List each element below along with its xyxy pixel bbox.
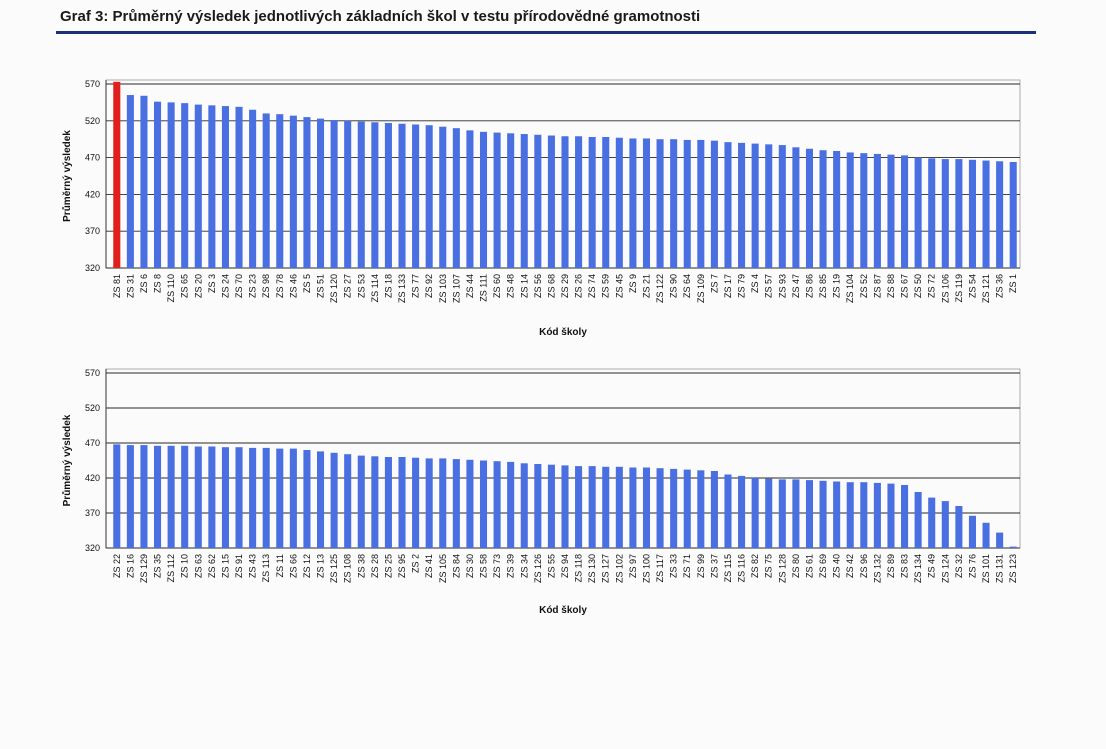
page-title: Graf 3: Průměrný výsledek jednotlivých základních škol v testu přírodovědné gramotnosti <box>60 8 701 25</box>
x-axis-title: Kód školy <box>539 605 587 616</box>
x-tick-label: ZS 101 <box>981 554 992 584</box>
bar <box>113 444 120 548</box>
x-tick-label: ZS 91 <box>234 554 245 579</box>
x-tick-label: ZS 28 <box>369 554 380 579</box>
bar <box>942 159 949 268</box>
x-tick-label: ZS 120 <box>329 274 340 304</box>
x-tick-label: ZS 53 <box>356 274 367 299</box>
x-tick-label: ZS 122 <box>655 274 666 304</box>
x-tick-label: ZS 127 <box>600 554 611 584</box>
x-tick-label: ZS 60 <box>492 274 503 299</box>
bar <box>222 447 229 548</box>
x-tick-label: ZS 6 <box>138 274 149 294</box>
bar <box>915 492 922 548</box>
bar <box>371 456 378 548</box>
bar <box>548 465 555 548</box>
y-tick-label: 420 <box>84 473 100 483</box>
x-tick-label: ZS 67 <box>899 274 910 299</box>
bar <box>792 479 799 548</box>
bar <box>792 147 799 268</box>
x-tick-label: ZS 81 <box>111 274 122 299</box>
y-tick-label: 520 <box>84 403 100 413</box>
x-tick-label: ZS 85 <box>818 274 829 299</box>
bar <box>494 133 501 268</box>
x-tick-label: ZS 99 <box>695 554 706 579</box>
y-tick-label: 570 <box>84 368 100 378</box>
bar <box>412 458 419 548</box>
x-tick-label: ZS 43 <box>247 554 258 579</box>
x-tick-label: ZS 42 <box>845 554 856 579</box>
x-tick-label: ZS 70 <box>234 274 245 299</box>
bar <box>833 482 840 549</box>
bar <box>344 121 351 268</box>
bar <box>154 446 161 548</box>
x-tick-label: ZS 112 <box>166 554 177 583</box>
bar <box>303 117 310 268</box>
x-tick-label: ZS 55 <box>546 554 557 579</box>
bar <box>915 158 922 268</box>
bar <box>168 102 175 268</box>
x-tick-label: ZS 119 <box>953 274 964 303</box>
bar <box>616 138 623 268</box>
x-tick-label: ZS 86 <box>804 274 815 299</box>
y-tick-label: 520 <box>84 115 100 126</box>
bar <box>887 484 894 548</box>
bar <box>860 482 867 548</box>
bar <box>426 458 433 548</box>
x-tick-label: ZS 54 <box>967 274 978 299</box>
bar <box>969 516 976 548</box>
x-tick-label: ZS 33 <box>668 554 679 579</box>
bar <box>276 449 283 548</box>
x-tick-label: ZS 64 <box>682 274 693 299</box>
x-tick-label: ZS 61 <box>804 554 815 579</box>
x-tick-label: ZS 133 <box>397 274 408 304</box>
bar <box>358 456 365 548</box>
y-tick-label: 370 <box>84 226 100 237</box>
bar <box>263 448 270 548</box>
bar <box>453 459 460 548</box>
x-tick-label: ZS 115 <box>722 554 733 583</box>
x-tick-label: ZS 25 <box>383 554 394 579</box>
y-tick-label: 370 <box>84 508 100 518</box>
x-tick-label: ZS 125 <box>329 554 340 584</box>
x-tick-label: ZS 40 <box>831 554 842 579</box>
x-tick-label: ZS 72 <box>926 274 937 299</box>
x-tick-label: ZS 50 <box>913 274 924 299</box>
bar <box>847 482 854 548</box>
bar <box>684 140 691 268</box>
bar <box>752 144 759 268</box>
bar <box>847 152 854 268</box>
bar <box>643 138 650 268</box>
x-tick-label: ZS 90 <box>668 274 679 299</box>
bar <box>1010 162 1017 268</box>
bar <box>181 446 188 548</box>
x-tick-label: ZS 82 <box>750 554 761 579</box>
x-tick-label: ZS 36 <box>994 274 1005 299</box>
bar <box>480 461 487 549</box>
x-tick-label: ZS 15 <box>220 554 231 579</box>
x-tick-label: ZS 80 <box>790 554 801 579</box>
bar <box>983 161 990 268</box>
bar <box>290 116 297 268</box>
x-tick-label: ZS 129 <box>138 554 149 584</box>
bar <box>548 136 555 268</box>
y-tick-label: 420 <box>84 189 100 200</box>
bar <box>806 480 813 548</box>
bar <box>290 449 297 548</box>
x-tick-label: ZS 114 <box>369 274 380 303</box>
x-tick-label: ZS 124 <box>940 554 951 584</box>
x-tick-label: ZS 88 <box>885 274 896 299</box>
x-tick-label: ZS 29 <box>560 274 570 299</box>
x-tick-label: ZS 111 <box>478 273 489 302</box>
bar-chart-bottom <box>0 355 1106 625</box>
x-tick-label: ZS 105 <box>437 554 448 584</box>
bar <box>168 446 175 548</box>
bar <box>765 479 772 548</box>
bar <box>643 468 650 549</box>
bar <box>494 461 501 548</box>
x-tick-label: ZS 35 <box>152 554 163 579</box>
bar <box>344 454 351 548</box>
bar <box>738 143 745 268</box>
bar <box>317 451 324 548</box>
x-tick-label: ZS 52 <box>858 274 869 299</box>
x-tick-label: ZS 57 <box>763 274 774 299</box>
bar <box>222 106 229 268</box>
bar <box>684 470 691 548</box>
x-tick-label: ZS 102 <box>614 554 625 584</box>
bar <box>439 127 446 268</box>
bar <box>969 160 976 268</box>
bar <box>996 161 1003 268</box>
x-tick-label: ZS 89 <box>885 554 896 579</box>
x-tick-label: ZS 71 <box>682 554 693 579</box>
bar <box>249 448 256 548</box>
bar <box>263 113 270 268</box>
x-tick-label: ZS 104 <box>845 274 856 304</box>
bar <box>833 151 840 268</box>
x-tick-label: ZS 3 <box>206 274 217 294</box>
y-tick-label: 320 <box>84 543 100 553</box>
x-tick-label: ZS 17 <box>722 274 733 299</box>
bar <box>466 460 473 548</box>
x-tick-label: ZS 1 <box>1008 274 1019 294</box>
bar <box>874 483 881 548</box>
x-tick-label: ZS 69 <box>818 554 829 579</box>
x-tick-label: ZS 131 <box>994 554 1005 584</box>
x-tick-label: ZS 116 <box>736 554 747 583</box>
y-tick-label: 570 <box>84 79 100 89</box>
x-tick-label: ZS 19 <box>831 274 842 299</box>
bar <box>385 457 392 548</box>
x-tick-label: ZS 22 <box>111 554 122 579</box>
x-tick-label: ZS 113 <box>261 554 272 583</box>
x-tick-label: ZS 46 <box>288 274 299 299</box>
bar <box>507 133 514 268</box>
bar <box>521 134 528 268</box>
y-axis-title: Průměrný výsledek <box>62 130 73 222</box>
bar <box>589 137 596 268</box>
bar <box>711 141 718 268</box>
x-tick-label: ZS 12 <box>301 554 312 579</box>
x-tick-label: ZS 84 <box>451 554 462 579</box>
x-tick-label: ZS 11 <box>274 554 285 578</box>
x-tick-label: ZS 106 <box>940 274 951 304</box>
x-tick-label: ZS 75 <box>763 554 774 579</box>
bar <box>426 125 433 268</box>
x-tick-label: ZS 121 <box>981 274 992 304</box>
x-tick-label: ZS 76 <box>967 554 978 579</box>
x-tick-label: ZS 110 <box>166 274 177 303</box>
x-tick-label: ZS 32 <box>953 554 964 579</box>
x-tick-label: ZS 7 <box>709 274 720 294</box>
x-tick-label: ZS 21 <box>641 274 652 299</box>
x-tick-label: ZS 20 <box>193 274 204 299</box>
bar <box>738 476 745 548</box>
bar <box>439 458 446 548</box>
x-tick-label: ZS 56 <box>532 274 543 299</box>
bar <box>154 102 161 268</box>
bar <box>195 105 202 268</box>
bar <box>113 82 120 268</box>
x-tick-label: ZS 34 <box>519 554 530 579</box>
y-tick-label: 470 <box>84 438 100 448</box>
x-tick-label: ZS 26 <box>573 274 584 299</box>
bar <box>466 130 473 268</box>
bar <box>195 447 202 549</box>
x-tick-label: ZS 95 <box>397 554 408 579</box>
x-tick-label: ZS 78 <box>274 274 285 299</box>
x-tick-label: ZS 2 <box>410 554 421 574</box>
bar <box>928 158 935 268</box>
bar <box>670 469 677 548</box>
bar <box>657 139 664 268</box>
x-tick-label: ZS 130 <box>587 554 598 584</box>
x-tick-label: ZS 100 <box>641 554 652 584</box>
x-tick-label: ZS 126 <box>532 554 543 584</box>
bar <box>276 114 283 268</box>
x-tick-label: ZS 62 <box>206 554 217 579</box>
bar <box>453 128 460 268</box>
x-tick-label: ZS 39 <box>505 554 516 579</box>
bar <box>874 154 881 268</box>
x-tick-label: ZS 5 <box>301 274 312 294</box>
bar <box>779 479 786 548</box>
bar <box>629 468 636 549</box>
x-tick-label: ZS 93 <box>777 274 788 299</box>
x-tick-label: ZS 16 <box>125 554 136 579</box>
x-tick-label: ZS 18 <box>383 274 394 299</box>
bar <box>589 466 596 548</box>
x-tick-label: ZS 38 <box>356 554 367 579</box>
bar <box>317 119 324 268</box>
x-tick-label: ZS 44 <box>464 274 475 299</box>
bar <box>140 445 147 548</box>
bar <box>602 467 609 548</box>
y-tick-label: 470 <box>84 152 100 163</box>
bar <box>765 144 772 268</box>
bar <box>670 139 677 268</box>
bar <box>235 107 242 268</box>
x-tick-label: ZS 45 <box>614 274 625 299</box>
x-tick-label: ZS 63 <box>193 554 204 579</box>
x-tick-label: ZS 41 <box>424 554 435 579</box>
bar <box>983 523 990 548</box>
bar <box>331 120 338 268</box>
x-tick-label: ZS 109 <box>695 274 706 304</box>
bar <box>697 140 704 268</box>
bar <box>860 153 867 268</box>
bar <box>955 506 962 548</box>
x-tick-label: ZS 96 <box>858 554 869 579</box>
x-tick-label: ZS 123 <box>1008 554 1019 584</box>
bar <box>181 103 188 268</box>
bar <box>575 466 582 548</box>
x-tick-label: ZS 107 <box>451 274 462 304</box>
x-tick-label: ZS 134 <box>913 554 924 584</box>
bar <box>697 470 704 548</box>
bar <box>534 464 541 548</box>
bar <box>507 462 514 548</box>
bar <box>398 124 405 268</box>
x-tick-label: ZS 8 <box>152 274 163 294</box>
x-tick-label: ZS 49 <box>926 554 937 579</box>
bar <box>208 447 215 549</box>
bar <box>820 150 827 268</box>
bar-chart-top <box>0 60 1106 350</box>
bar <box>887 155 894 268</box>
bar <box>371 122 378 268</box>
bar <box>398 457 405 548</box>
x-tick-label: ZS 77 <box>410 274 421 299</box>
bar <box>249 110 256 268</box>
bar <box>127 95 134 268</box>
bar <box>602 137 609 268</box>
x-tick-label: ZS 48 <box>505 274 516 299</box>
bar <box>724 475 731 549</box>
x-tick-label: ZS 58 <box>478 554 489 579</box>
x-tick-label: ZS 83 <box>899 554 910 579</box>
x-tick-label: ZS 118 <box>573 554 584 583</box>
bar <box>303 450 310 548</box>
bar <box>657 468 664 548</box>
bar <box>235 447 242 548</box>
x-tick-label: ZS 10 <box>179 554 190 579</box>
bar <box>140 96 147 268</box>
x-tick-label: ZS 66 <box>288 554 299 579</box>
bar <box>127 445 134 548</box>
bar <box>561 465 568 548</box>
bar <box>779 145 786 268</box>
x-tick-label: ZS 4 <box>750 274 761 294</box>
bar <box>534 135 541 268</box>
x-tick-label: ZS 23 <box>247 274 258 299</box>
x-tick-label: ZS 51 <box>315 274 326 299</box>
bar <box>901 485 908 548</box>
bar <box>1010 547 1017 548</box>
x-tick-label: ZS 65 <box>179 274 190 299</box>
x-tick-label: ZS 59 <box>600 274 611 299</box>
bar <box>942 501 949 548</box>
bar <box>928 498 935 548</box>
x-tick-label: ZS 13 <box>315 554 326 579</box>
x-axis-title: Kód školy <box>539 327 587 338</box>
x-tick-label: ZS 103 <box>437 274 448 304</box>
x-tick-label: ZS 68 <box>546 274 557 299</box>
title-rule <box>56 31 1036 34</box>
x-tick-label: ZS 97 <box>627 554 638 579</box>
x-tick-label: ZS 73 <box>492 554 503 579</box>
bar <box>616 467 623 548</box>
x-tick-label: ZS 132 <box>872 554 883 584</box>
x-tick-label: ZS 9 <box>627 274 638 294</box>
x-tick-label: ZS 74 <box>587 274 598 299</box>
bar <box>901 155 908 268</box>
x-tick-label: ZS 98 <box>261 274 272 299</box>
bar <box>711 471 718 548</box>
bar <box>575 136 582 268</box>
x-tick-label: ZS 79 <box>736 274 747 299</box>
y-axis-title: Průměrný výsledek <box>62 414 73 507</box>
x-tick-label: ZS 24 <box>220 274 231 299</box>
bar <box>358 122 365 268</box>
y-tick-label: 320 <box>84 263 100 273</box>
x-tick-label: ZS 37 <box>709 554 720 579</box>
x-tick-label: ZS 117 <box>655 554 666 583</box>
x-tick-label: ZS 87 <box>872 274 883 299</box>
bar <box>521 463 528 548</box>
bar <box>629 138 636 268</box>
bar <box>955 159 962 268</box>
bar <box>385 123 392 268</box>
x-tick-label: ZS 128 <box>777 554 788 584</box>
bar <box>480 132 487 268</box>
x-tick-label: ZS 108 <box>342 554 353 584</box>
bar <box>208 105 215 268</box>
x-tick-label: ZS 94 <box>560 554 570 579</box>
bar <box>561 136 568 268</box>
x-tick-label: ZS 47 <box>790 274 801 299</box>
bar <box>752 478 759 548</box>
x-tick-label: ZS 14 <box>519 274 530 299</box>
bar <box>996 533 1003 548</box>
bar <box>820 481 827 548</box>
bar <box>331 453 338 548</box>
x-tick-label: ZS 30 <box>464 554 475 579</box>
x-tick-label: ZS 92 <box>424 274 435 299</box>
x-tick-label: ZS 27 <box>342 274 353 299</box>
x-tick-label: ZS 31 <box>125 274 136 299</box>
bar <box>724 142 731 268</box>
bar <box>412 124 419 268</box>
bar <box>806 149 813 268</box>
